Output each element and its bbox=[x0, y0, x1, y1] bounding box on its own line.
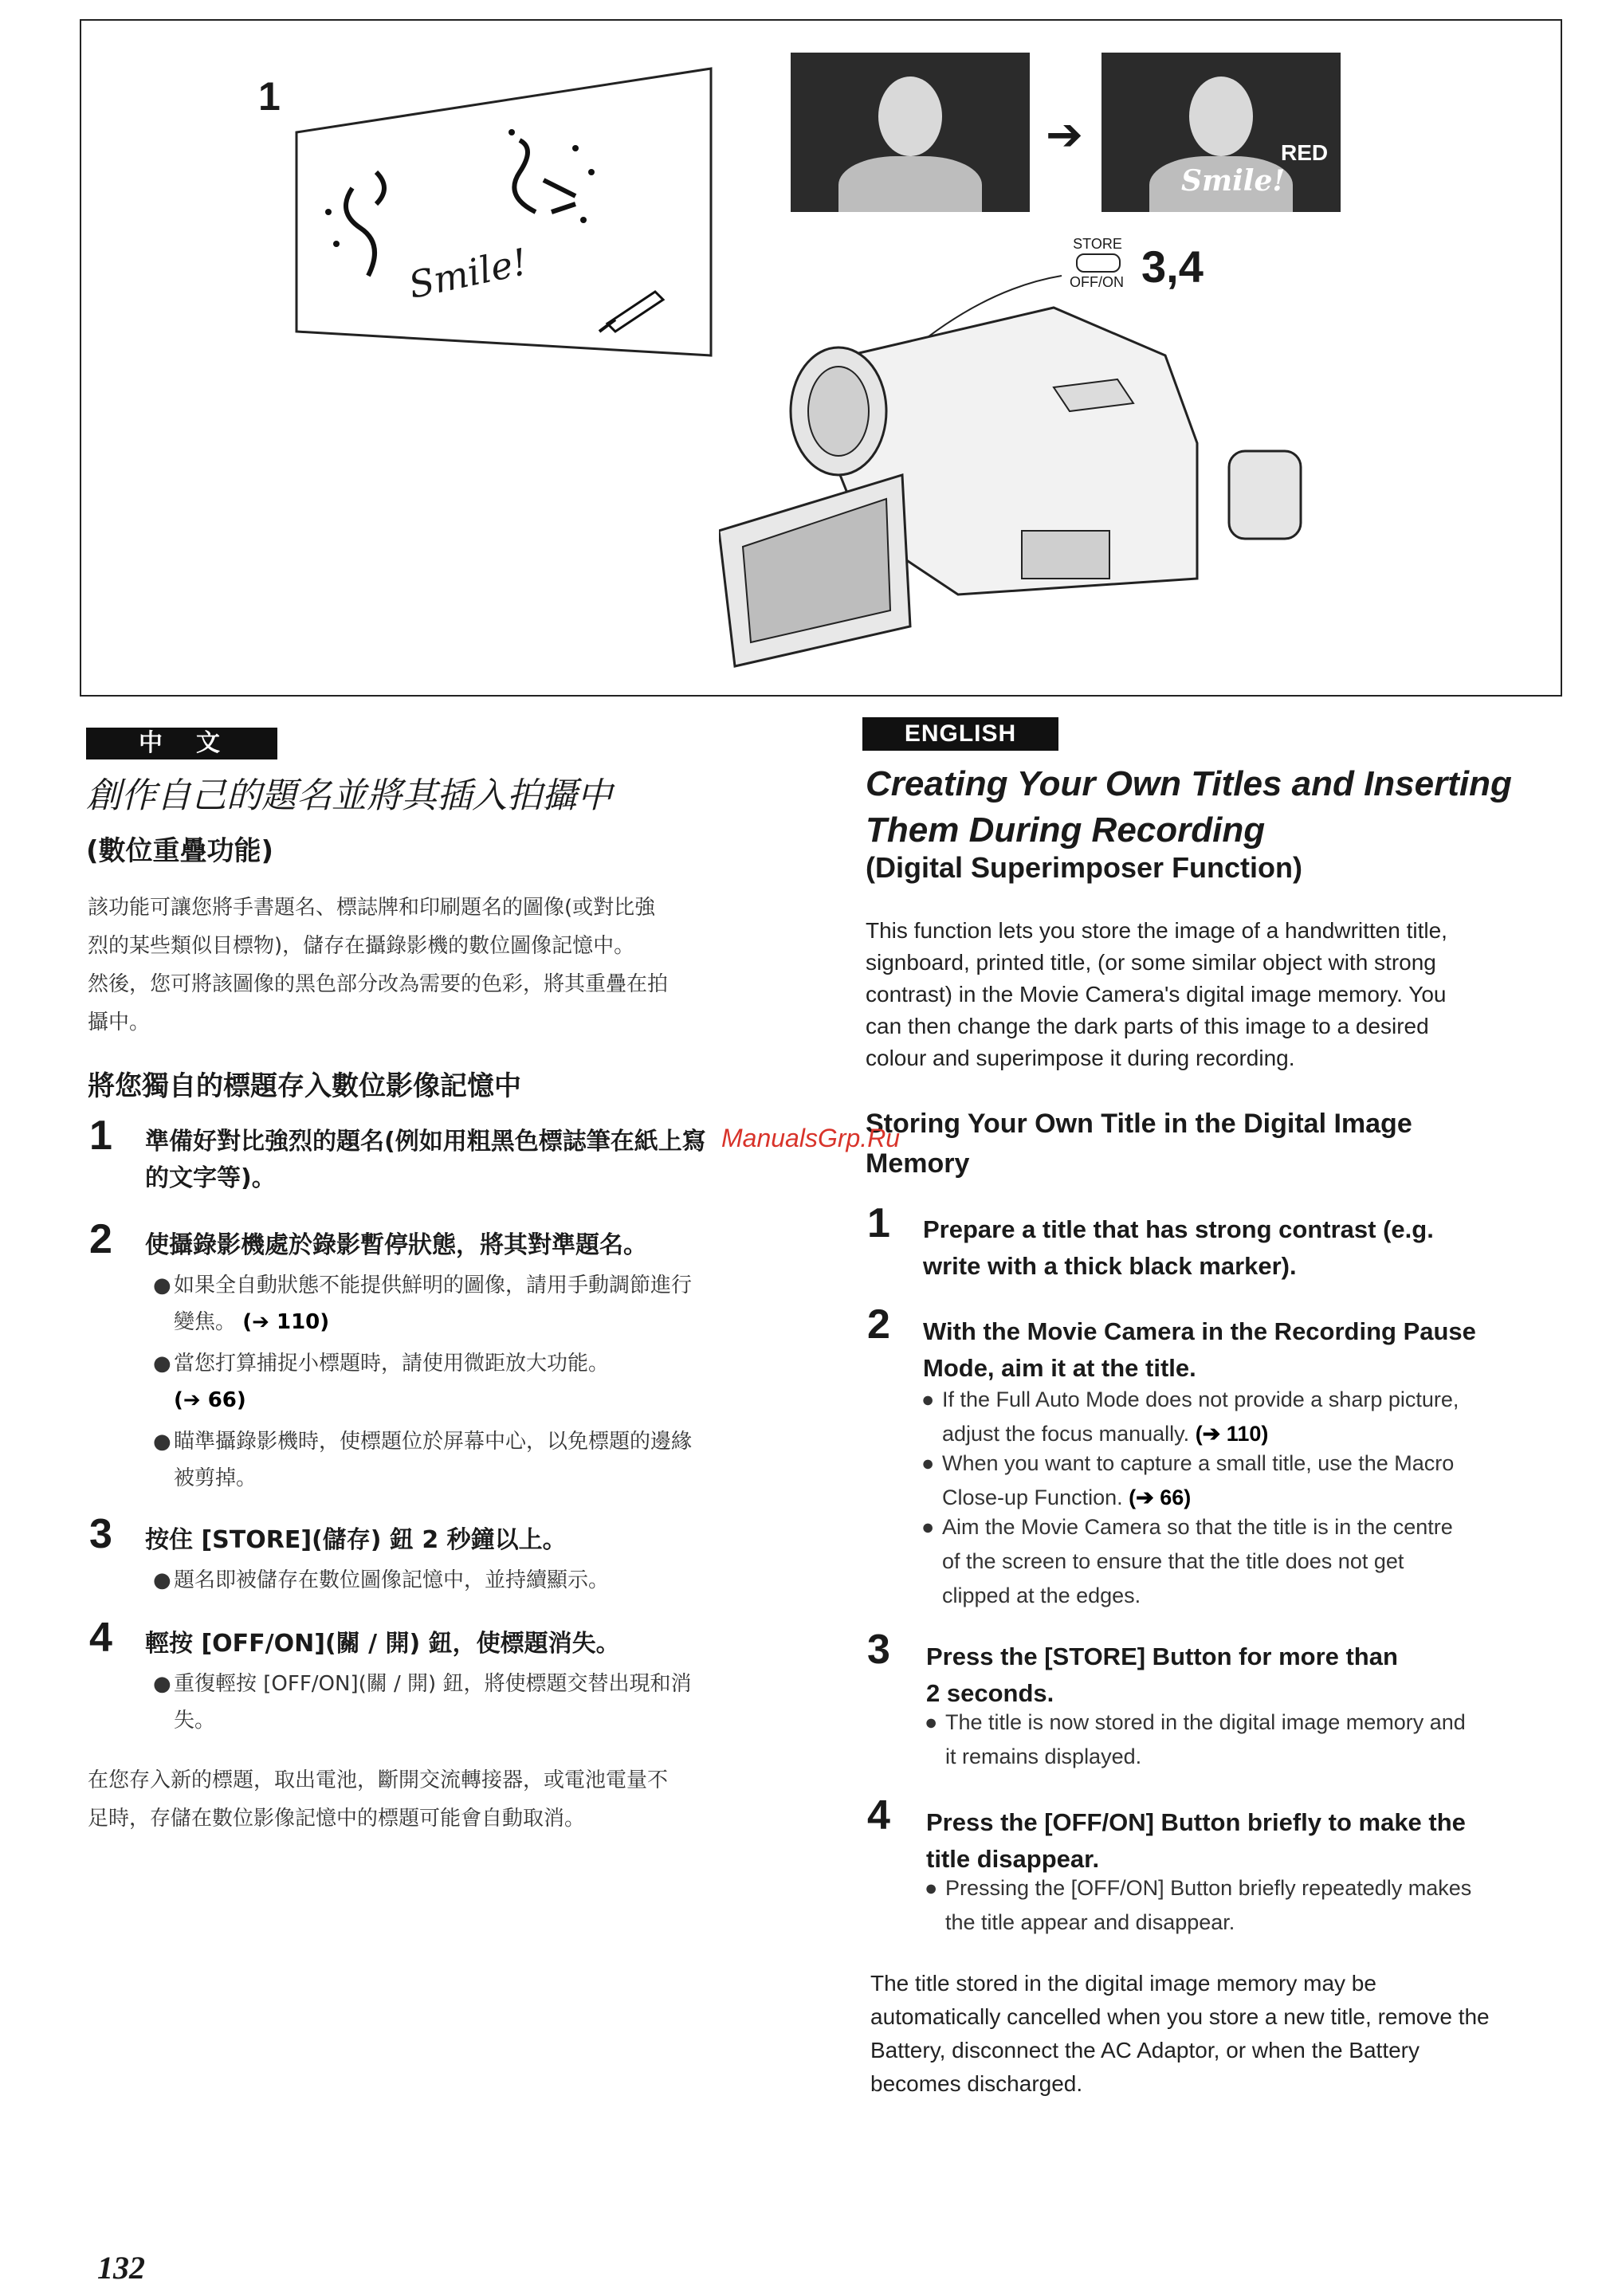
english-step-text bbox=[923, 1211, 1434, 1285]
english-heading bbox=[866, 1104, 1412, 1183]
english-step-text bbox=[923, 1313, 1476, 1387]
page-number: 132 bbox=[97, 2250, 145, 2286]
chinese-intro-line: 然後，您可將該圖像的黑色部分改為需要的色彩，將其重疊在拍 bbox=[88, 972, 669, 996]
page-reference: (➔ 66) bbox=[174, 1388, 246, 1412]
chinese-subtitle: (數位重疊功能) bbox=[86, 835, 274, 867]
illustration-panel bbox=[80, 19, 1562, 697]
english-step-number: 2 bbox=[867, 1301, 890, 1348]
english-step-text bbox=[926, 1804, 1466, 1878]
chinese-bullet-line: 當您打算捕捉小標題時，請使用微距放大功能。 bbox=[174, 1352, 610, 1376]
english-step-line: Press the [STORE] Button for more than bbox=[926, 1643, 1398, 1670]
chinese-intro bbox=[88, 889, 668, 1042]
photo-after bbox=[1101, 53, 1341, 212]
offon-label: OFF/ON bbox=[1070, 274, 1124, 290]
photo-before bbox=[791, 53, 1030, 212]
chinese-tag: 中 文 bbox=[86, 728, 277, 759]
english-step-text bbox=[926, 1639, 1398, 1712]
english-intro-line: can then change the dark parts of this image to a desired bbox=[866, 1014, 1429, 1038]
camcorder-drawing bbox=[719, 260, 1325, 674]
english-bullet-line: adjust the focus manually. bbox=[942, 1422, 1190, 1446]
english-subtitle: (Digital Superimposer Function) bbox=[866, 851, 1303, 884]
chinese-bullet-line: 如果全自動狀態不能提供鮮明的圖像，請用手動調節進行 bbox=[174, 1274, 693, 1297]
english-heading-line: Memory bbox=[866, 1148, 970, 1179]
english-intro-line: contrast) in the Movie Camera's digital image memory. You bbox=[866, 982, 1447, 1007]
english-step-line: Prepare a title that has strong contrast (e.g. bbox=[923, 1215, 1434, 1243]
english-intro-line: colour and superimpose it during recording. bbox=[866, 1046, 1295, 1070]
page-reference: (➔ 110) bbox=[242, 1310, 330, 1334]
chinese-footer bbox=[88, 1761, 668, 1838]
chinese-bullet: ● 重復輕按 [OFF/ON](關 / 開) 鈕，將使標題交替出現和消 失。 bbox=[174, 1666, 691, 1739]
chinese-bullet: ● 題名即被儲存在數位圖像記憶中，並持續顯示。 bbox=[174, 1562, 609, 1599]
english-footer bbox=[870, 1967, 1490, 2101]
chinese-bullet-line: 題名即被儲存在數位圖像記憶中，並持續顯示。 bbox=[174, 1568, 610, 1592]
english-footer-line: The title stored in the digital image memory may be bbox=[870, 1971, 1376, 1996]
english-bullet-line: When you want to capture a small title, use the Macro bbox=[942, 1451, 1455, 1475]
whiteboard-text: Smile! bbox=[405, 239, 532, 308]
chinese-bullet-line: 重復輕按 [OFF/ON](關 / 開) 鈕，將使標題交替出現和消 bbox=[174, 1672, 692, 1696]
english-intro bbox=[866, 915, 1447, 1074]
english-tag: ENGLISH bbox=[862, 717, 1058, 751]
english-bullet: ● Pressing the [OFF/ON] Button briefly repeatedly makes the title appear and disappear. bbox=[945, 1871, 1471, 1940]
english-step-line: With the Movie Camera in the Recording Pause bbox=[923, 1317, 1476, 1345]
chinese-step-line: 使攝錄影機處於錄影暫停狀態，將其對準題名。 bbox=[145, 1231, 647, 1259]
english-bullet-line: Aim the Movie Camera so that the title is in the centre bbox=[942, 1515, 1453, 1539]
english-footer-line: becomes discharged. bbox=[870, 2071, 1083, 2096]
step34-label: 3,4 bbox=[1141, 241, 1204, 292]
english-bullet: ● Aim the Movie Camera so that the title is in the centre of the screen to ensure that the title does not get clipped at the edges. bbox=[942, 1510, 1453, 1613]
english-bullet-line: If the Full Auto Mode does not provide a sharp picture, bbox=[942, 1387, 1459, 1411]
english-title bbox=[866, 761, 1512, 854]
english-bullet-line: clipped at the edges. bbox=[942, 1584, 1141, 1607]
english-bullet: ● The title is now stored in the digital image memory and it remains displayed. bbox=[945, 1705, 1466, 1774]
page-reference: (➔ 110) bbox=[1195, 1422, 1269, 1446]
chinese-bullet-line: 變焦。 bbox=[174, 1310, 237, 1334]
english-bullet-line: of the screen to ensure that the title does not get bbox=[942, 1549, 1404, 1573]
english-step-number: 4 bbox=[867, 1792, 890, 1839]
chinese-intro-line: 該功能可讓您將手書題名、標誌牌和印刷題名的圖像(或對比強 bbox=[88, 896, 656, 920]
english-intro-line: This function lets you store the image of a handwritten title, bbox=[866, 918, 1447, 943]
english-title-line: Them During Recording bbox=[866, 810, 1266, 850]
chinese-heading: 將您獨自的標題存入數位影像記憶中 bbox=[88, 1070, 521, 1102]
english-bullet-line: the title appear and disappear. bbox=[945, 1910, 1235, 1934]
english-step-number: 1 bbox=[867, 1200, 890, 1246]
chinese-step-number: 2 bbox=[89, 1216, 112, 1262]
store-label: STORE bbox=[1073, 236, 1122, 252]
english-footer-line: Battery, disconnect the AC Adaptor, or when the Battery bbox=[870, 2038, 1420, 2062]
chinese-bullet-line: 瞄準攝錄影機時，使標題位於屏幕中心，以免標題的邊緣 bbox=[174, 1430, 693, 1454]
english-step-number: 3 bbox=[867, 1627, 890, 1673]
chinese-step-line: 的文字等)。 bbox=[145, 1164, 276, 1192]
english-step-line: title disappear. bbox=[926, 1845, 1100, 1873]
english-footer-line: automatically cancelled when you store a new title, remove the bbox=[870, 2004, 1490, 2029]
color-label: RED bbox=[1281, 140, 1329, 165]
watermark: ManualsGrp.Ru bbox=[721, 1124, 901, 1152]
chinese-step-line: 按住 [STORE](儲存) 鈕 2 秒鐘以上。 bbox=[145, 1526, 567, 1554]
chinese-bullet: ● 如果全自動狀態不能提供鮮明的圖像，請用手動調節進行 變焦。 (➔ 110) bbox=[174, 1267, 692, 1340]
arrow-right-icon: ➔ bbox=[1046, 109, 1083, 159]
chinese-step-line: 輕按 [OFF/ON](關 / 開) 鈕，使標題消失。 bbox=[145, 1630, 620, 1658]
english-bullet-line: Pressing the [OFF/ON] Button briefly repeatedly makes bbox=[945, 1876, 1472, 1900]
overlay-title-text: Smile! bbox=[1181, 164, 1286, 198]
chinese-footer-line: 在您存入新的標題，取出電池，斷開交流轉接器，或電池電量不 bbox=[88, 1768, 669, 1792]
chinese-step-line: 準備好對比強烈的題名(例如用粗黑色標誌筆在紙上寫 bbox=[145, 1128, 706, 1156]
chinese-bullet: ● 當您打算捕捉小標題時，請使用微距放大功能。 (➔ 66) bbox=[174, 1345, 609, 1419]
chinese-step-number: 3 bbox=[89, 1511, 112, 1557]
chinese-title: 創作自己的題名並將其插入拍攝中 bbox=[86, 775, 612, 816]
chinese-intro-line: 烈的某些類似目標物)，儲存在攝錄影機的數位圖像記憶中。 bbox=[88, 934, 635, 958]
english-bullet: ● When you want to capture a small title, use the Macro Close-up Function. (➔ 66) bbox=[942, 1446, 1454, 1515]
english-heading-line: Storing Your Own Title in the Digital Image bbox=[866, 1109, 1412, 1139]
whiteboard-drawing bbox=[281, 53, 727, 387]
chinese-bullet-line: 被剪掉。 bbox=[174, 1466, 257, 1490]
chinese-step-number: 1 bbox=[89, 1113, 112, 1159]
chinese-footer-line: 足時，存儲在數位影像記憶中的標題可能會自動取消。 bbox=[88, 1807, 586, 1831]
chinese-intro-line: 攝中。 bbox=[88, 1011, 151, 1034]
english-intro-line: signboard, printed title, (or some similar object with strong bbox=[866, 950, 1436, 975]
english-step-line: Press the [OFF/ON] Button briefly to make the bbox=[926, 1808, 1466, 1836]
step1-label: 1 bbox=[258, 74, 281, 119]
english-bullet-line: Close-up Function. bbox=[942, 1486, 1123, 1509]
english-step-line: Mode, aim it at the title. bbox=[923, 1354, 1196, 1382]
english-step-line: write with a thick black marker). bbox=[923, 1252, 1297, 1280]
chinese-step-number: 4 bbox=[89, 1615, 112, 1661]
chinese-step-text bbox=[145, 1124, 706, 1197]
chinese-bullet: ● 瞄準攝錄影機時，使標題位於屏幕中心，以免標題的邊緣 被剪掉。 bbox=[174, 1423, 692, 1497]
english-step-line: 2 seconds. bbox=[926, 1679, 1054, 1707]
page-reference: (➔ 66) bbox=[1129, 1486, 1192, 1509]
english-title-line: Creating Your Own Titles and Inserting bbox=[866, 764, 1512, 803]
english-bullet-line: The title is now stored in the digital image memory and bbox=[945, 1710, 1466, 1734]
chinese-bullet-line: 失。 bbox=[174, 1709, 216, 1733]
english-bullet-line: it remains displayed. bbox=[945, 1745, 1142, 1768]
english-bullet: ● If the Full Auto Mode does not provide a sharp picture, adjust the focus manually. (➔ 110) bbox=[942, 1383, 1459, 1451]
